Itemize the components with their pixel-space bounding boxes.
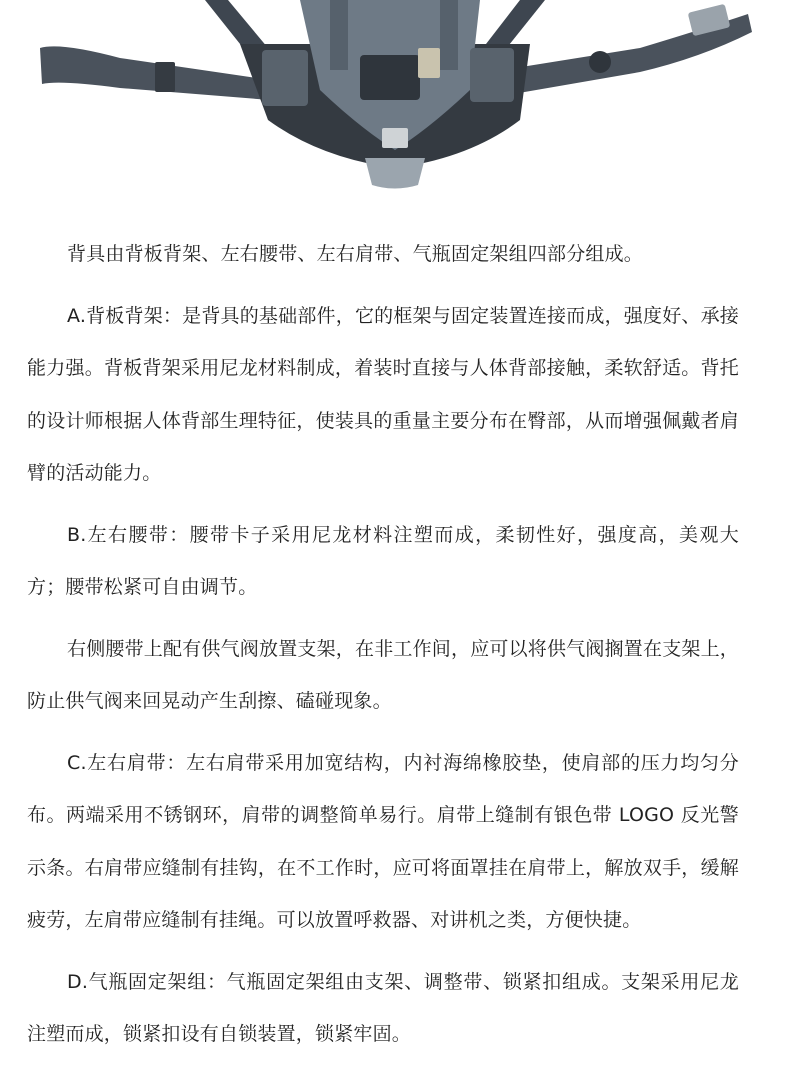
bottom-tab <box>365 158 425 189</box>
paragraph-cylinder-bracket: D.气瓶固定架组：气瓶固定架组由支架、调整带、锁紧扣组成。支架采用尼龙注塑而成，锁紧扣设有自锁装置，锁紧牢固。 <box>27 970 739 1045</box>
right-shoulder-strap <box>486 0 545 50</box>
paragraph-shoulder-strap: C.左右肩带：左右肩带采用加宽结构，内衬海绵橡胶垫，使肩部的压力均匀分布。两端采用不锈钢环，肩带的调整简单易行。肩带上缝制有银色带 LOGO 反光警示条。右肩带应缝制有挂钩，在不工作时，应可将面罩挂在肩带上，解放双手，缓解疲劳，左肩带应缝制有挂绳。可以放置呼救器、对讲机之类，方便快捷。 <box>27 751 739 931</box>
paragraph-valve-holder: 右侧腰带上配有供气阀放置支架，在非工作间，应可以将供气阀搁置在支架上，防止供气阀来回晃动产生刮擦、磕碰现象。 <box>27 637 740 712</box>
paragraph-backplate: A.背板背架：是背具的基础部件，它的框架与固定装置连接而成，强度好、承接能力强。背板背架采用尼龙材料制成，着装时直接与人体背部接触，柔软舒适。背托的设计师根据人体背部生理特征，使装具的重量主要分布在臀部，从而增强佩戴者肩臂的活动能力。 <box>27 304 739 484</box>
article-body <box>27 228 739 1070</box>
paragraph-intro: 背具由背板背架、左右腰带、左右肩带、气瓶固定架组四部分组成。 <box>67 243 644 265</box>
belt-ring <box>589 51 611 73</box>
paragraph-waist-belt: B.左右腰带：腰带卡子采用尼龙材料注塑而成，柔韧性好，强度高，美观大方；腰带松紧可自由调节。 <box>27 523 739 598</box>
product-image <box>0 0 790 200</box>
